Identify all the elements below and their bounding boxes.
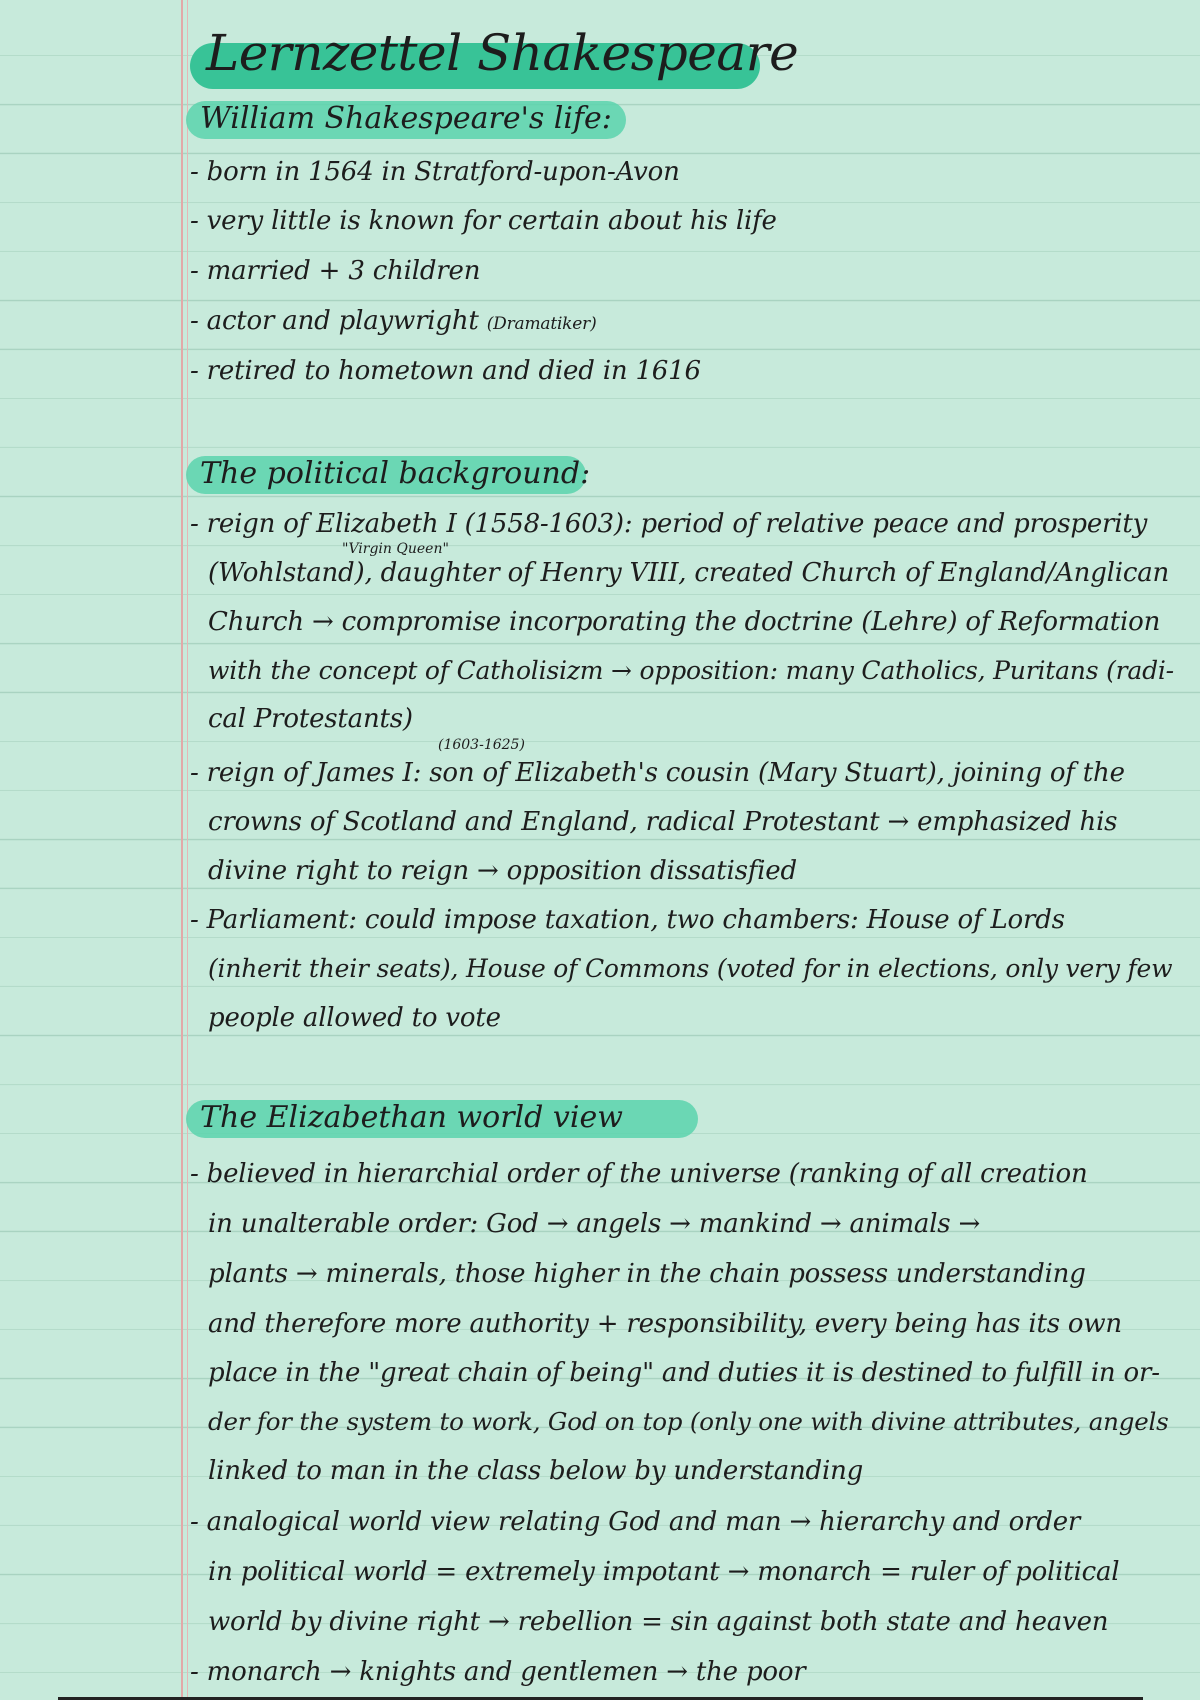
political-line: with the concept of Catholisizm → opposition: many Catholics, Puritans (radi- (208, 656, 1174, 685)
worldview-line: - monarch → knights and gentlemen → the poor (190, 1657, 806, 1687)
life-line: - married + 3 children (190, 256, 481, 286)
worldview-line: der for the system to work, God on top (only one with divine attributes, angels (208, 1407, 1169, 1436)
life-line: - retired to hometown and died in 1616 (190, 356, 701, 386)
political-line: (Wohlstand), daughter of Henry VIII, created Church of England/Anglican (208, 558, 1170, 588)
political-line: people allowed to vote (208, 1003, 501, 1033)
section-life-heading-block (186, 97, 612, 137)
political-line: - reign of Elizabeth I (1558-1603): period of relative peace and prosperity (190, 509, 1148, 539)
political-line: (inherit their seats), House of Commons (voted for in elections, only very few (208, 954, 1173, 983)
worldview-line: - believed in hierarchial order of the universe (ranking of all creation (190, 1159, 1088, 1189)
page-title: Lernzettel Shakespeare (206, 24, 799, 82)
worldview-line: in unalterable order: God → angels → mankind → animals → (208, 1209, 981, 1239)
section-heading: The Elizabethan world view (200, 1100, 623, 1135)
annotation-virgin-queen: "Virgin Queen" (342, 541, 449, 557)
section-political-heading-block (186, 452, 590, 492)
worldview-line: in political world = extremely impotant → monarch = ruler of political (208, 1557, 1120, 1587)
margin-line-inner (187, 0, 188, 1700)
worldview-line: plants → minerals, those higher in the chain possess understanding (208, 1259, 1086, 1289)
title-block (190, 24, 799, 88)
life-line (190, 305, 597, 340)
political-line: divine right to reign → opposition dissatisfied (208, 856, 797, 886)
worldview-line: place in the "great chain of being" and duties it is destined to fulfill in or- (208, 1358, 1160, 1388)
political-line: crowns of Scotland and England, radical Protestant → emphasized his (208, 807, 1118, 837)
political-line: Church → compromise incorporating the doctrine (Lehre) of Reformation (208, 607, 1161, 637)
political-line: - Parliament: could impose taxation, two chambers: House of Lords (190, 905, 1065, 935)
worldview-line: - analogical world view relating God and man → hierarchy and order (190, 1507, 1081, 1537)
section-heading: William Shakespeare's life: (200, 101, 612, 136)
life-line: - born in 1564 in Stratford-upon-Avon (190, 157, 680, 187)
worldview-line: world by divine right → rebellion = sin against both state and heaven (208, 1607, 1109, 1637)
margin-line (181, 0, 183, 1700)
political-line: cal Protestants) (208, 704, 413, 734)
section-heading: The political background: (200, 456, 591, 491)
worldview-line: linked to man in the class below by understanding (208, 1456, 864, 1486)
life-line-text: - actor and playwright (190, 306, 479, 336)
life-line: - very little is known for certain about his life (190, 206, 777, 236)
political-line: - reign of James I: son of Elizabeth's cousin (Mary Stuart), joining of the (190, 758, 1125, 788)
section-worldview-heading-block (186, 1096, 623, 1136)
annotation-dramatiker: (Dramatiker) (486, 314, 597, 334)
annotation-james-years: (1603-1625) (438, 737, 525, 753)
worldview-line: and therefore more authority + responsibility, every being has its own (208, 1309, 1122, 1339)
